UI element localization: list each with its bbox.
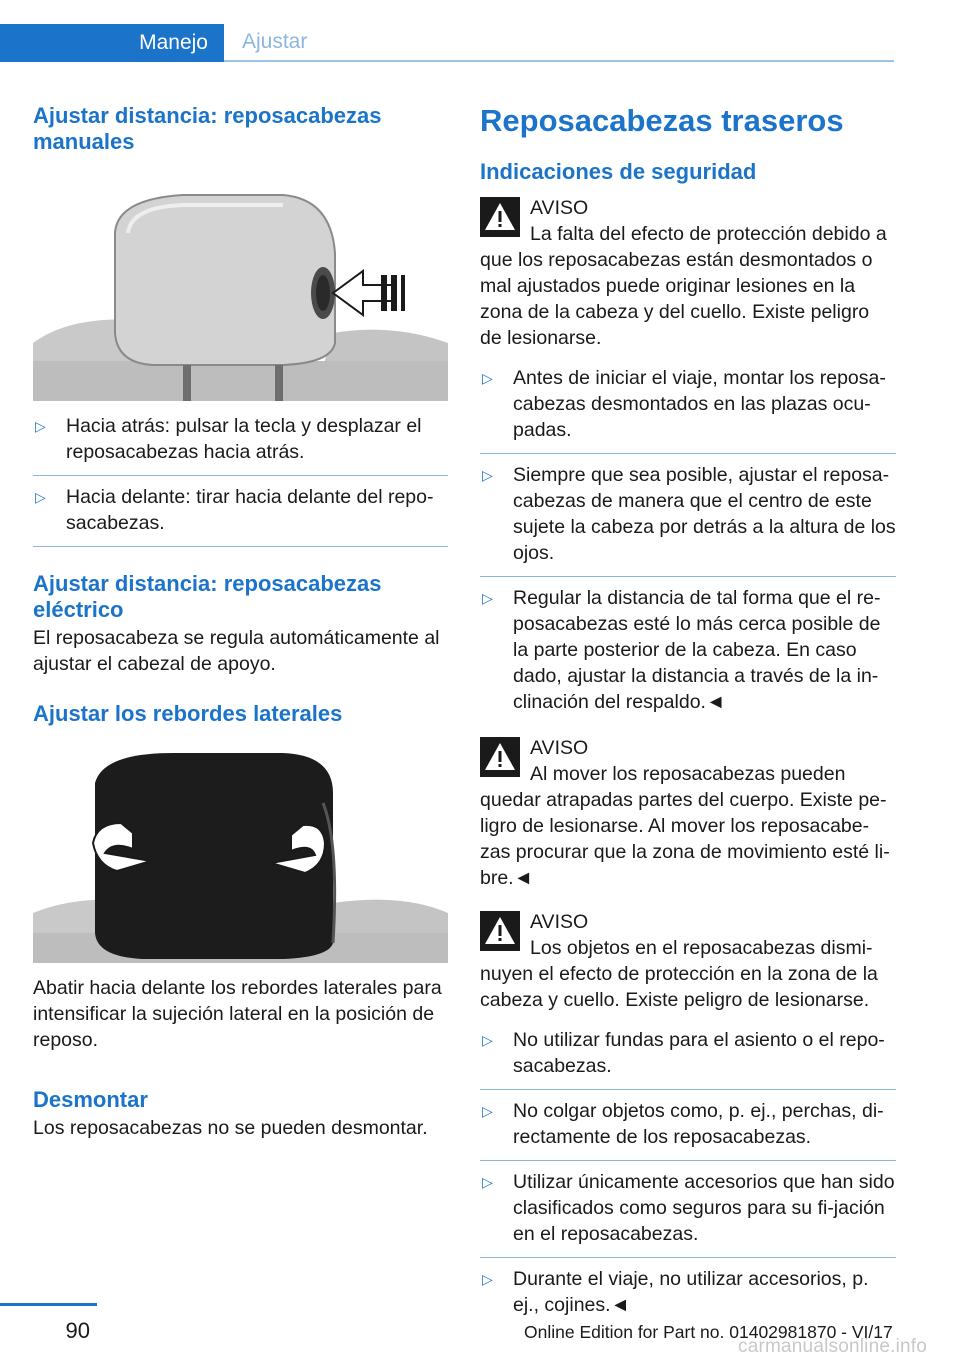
warning-text: nuyen el efecto de protección en la zona de la cabeza y cuello. Existe peligro de lesionarse. (480, 963, 878, 1011)
headrest-manual-figure (33, 193, 448, 401)
list-item: ▷ Siempre que sea posible, ajustar el reposa-cabezas de manera que el centro de este sujete la cabeza por detrás a la altura de los ojos. (480, 454, 896, 577)
bullet-triangle-icon: ▷ (482, 370, 493, 386)
bullet-triangle-icon: ▷ (482, 467, 493, 483)
warning-text: que los reposacabezas están desmontados o mal ajustados puede originar lesiones en la zona de la cabeza y del cuello. Existe peligro de lesionarse. (480, 249, 873, 349)
headrest-adjust-illustration (33, 193, 448, 401)
warning-label: AVISO (530, 197, 589, 219)
manual-adjust-list (33, 405, 448, 547)
warning-triangle-icon (480, 737, 520, 777)
bullet-triangle-icon: ▷ (35, 418, 46, 434)
bullet-triangle-icon: ▷ (482, 1271, 493, 1287)
list-item: ▷ Hacia delante: tirar hacia delante del repo-sacabezas. (33, 476, 448, 547)
side-bolster-illustration (33, 753, 448, 963)
list-item: ▷ Hacia atrás: pulsar la tecla y desplazar el reposacabezas hacia atrás. (33, 405, 448, 476)
list-item: ▷ Regular la distancia de tal forma que el re-posacabezas esté lo más cerca posible de la parte posterior de la cabeza. En caso dado, ajustar la distancia a través de la in-clinación del respaldo.◄ (482, 587, 881, 713)
tab-manejo[interactable]: Manejo (0, 24, 224, 62)
list-item: ▷ No utilizar fundas para el asiento o el repo-sacabezas. (480, 1019, 896, 1090)
page-title-rear-headrests: Reposacabezas traseros (480, 103, 844, 138)
tab-ajustar[interactable]: Ajustar (224, 24, 894, 62)
side-bolster-text: Abatir hacia delante los rebordes laterales para intensificar la sujeción lateral en la posición de reposo. (33, 977, 442, 1051)
section-title-manual: Ajustar distancia: reposacabezas manuales (33, 103, 382, 154)
headrest-bolster-figure (33, 753, 448, 963)
remove-text: Los reposacabezas no se pueden desmontar. (33, 1117, 428, 1139)
page-number: 90 (65, 1318, 90, 1343)
edition-note: Online Edition for Part no. 01402981870 - VI/17 (524, 1322, 893, 1342)
list-item: ▷ No colgar objetos como, p. ej., perchas, di-rectamente de los reposacabezas. (480, 1090, 896, 1161)
warning-text: quedar atrapadas partes del cuerpo. Existe pe-ligro de lesionarse. Al mover los reposacabe-zas procurar que la zona de movimiento esté li-bre.◄ (480, 789, 890, 889)
section-title-remove: Desmontar (33, 1087, 148, 1112)
warning-box-3 (480, 909, 896, 1013)
warning-first-line: La falta del efecto de protección debido a (530, 223, 887, 245)
right-column (480, 103, 896, 1328)
warning-label: AVISO (530, 911, 589, 933)
warning-box-2 (480, 735, 896, 891)
list-item: ▷ Durante el viaje, no utilizar accesorios, p. ej., cojines.◄ (482, 1268, 869, 1316)
safety-list-2 (480, 1019, 896, 1328)
warning-first-line: Los objetos en el reposacabezas dismi- (530, 937, 873, 959)
section-title-safety: Indicaciones de seguridad (480, 159, 757, 184)
bullet-triangle-icon: ▷ (482, 1174, 493, 1190)
left-column (33, 103, 448, 1141)
electric-text: El reposacabeza se regula automáticamente al ajustar el cabezal de apoyo. (33, 627, 440, 675)
bullet-triangle-icon: ▷ (482, 1103, 493, 1119)
bullet-triangle-icon: ▷ (482, 1032, 493, 1048)
safety-list-1 (480, 357, 896, 725)
warning-box-1 (480, 195, 896, 351)
bullet-triangle-icon: ▷ (482, 590, 493, 606)
warning-label: AVISO (530, 737, 589, 759)
header-tabs (0, 0, 960, 62)
list-item: ▷ Antes de iniciar el viaje, montar los reposa-cabezas desmontados en las plazas ocu-padas. (480, 357, 896, 454)
bullet-triangle-icon: ▷ (35, 489, 46, 505)
watermark: carmanualsonline.info (738, 1336, 928, 1357)
section-title-side-bolsters: Ajustar los rebordes laterales (33, 701, 343, 726)
section-title-electric: Ajustar distancia: reposacabezas eléctrico (33, 571, 382, 622)
warning-first-line: Al mover los reposacabezas pueden (530, 763, 846, 785)
footer-rule (0, 1303, 97, 1306)
warning-triangle-icon (480, 911, 520, 951)
warning-triangle-icon (480, 197, 520, 237)
list-item: ▷ Utilizar únicamente accesorios que han sido clasificados como seguros para su fi-jación en el reposacabezas. (480, 1161, 896, 1258)
